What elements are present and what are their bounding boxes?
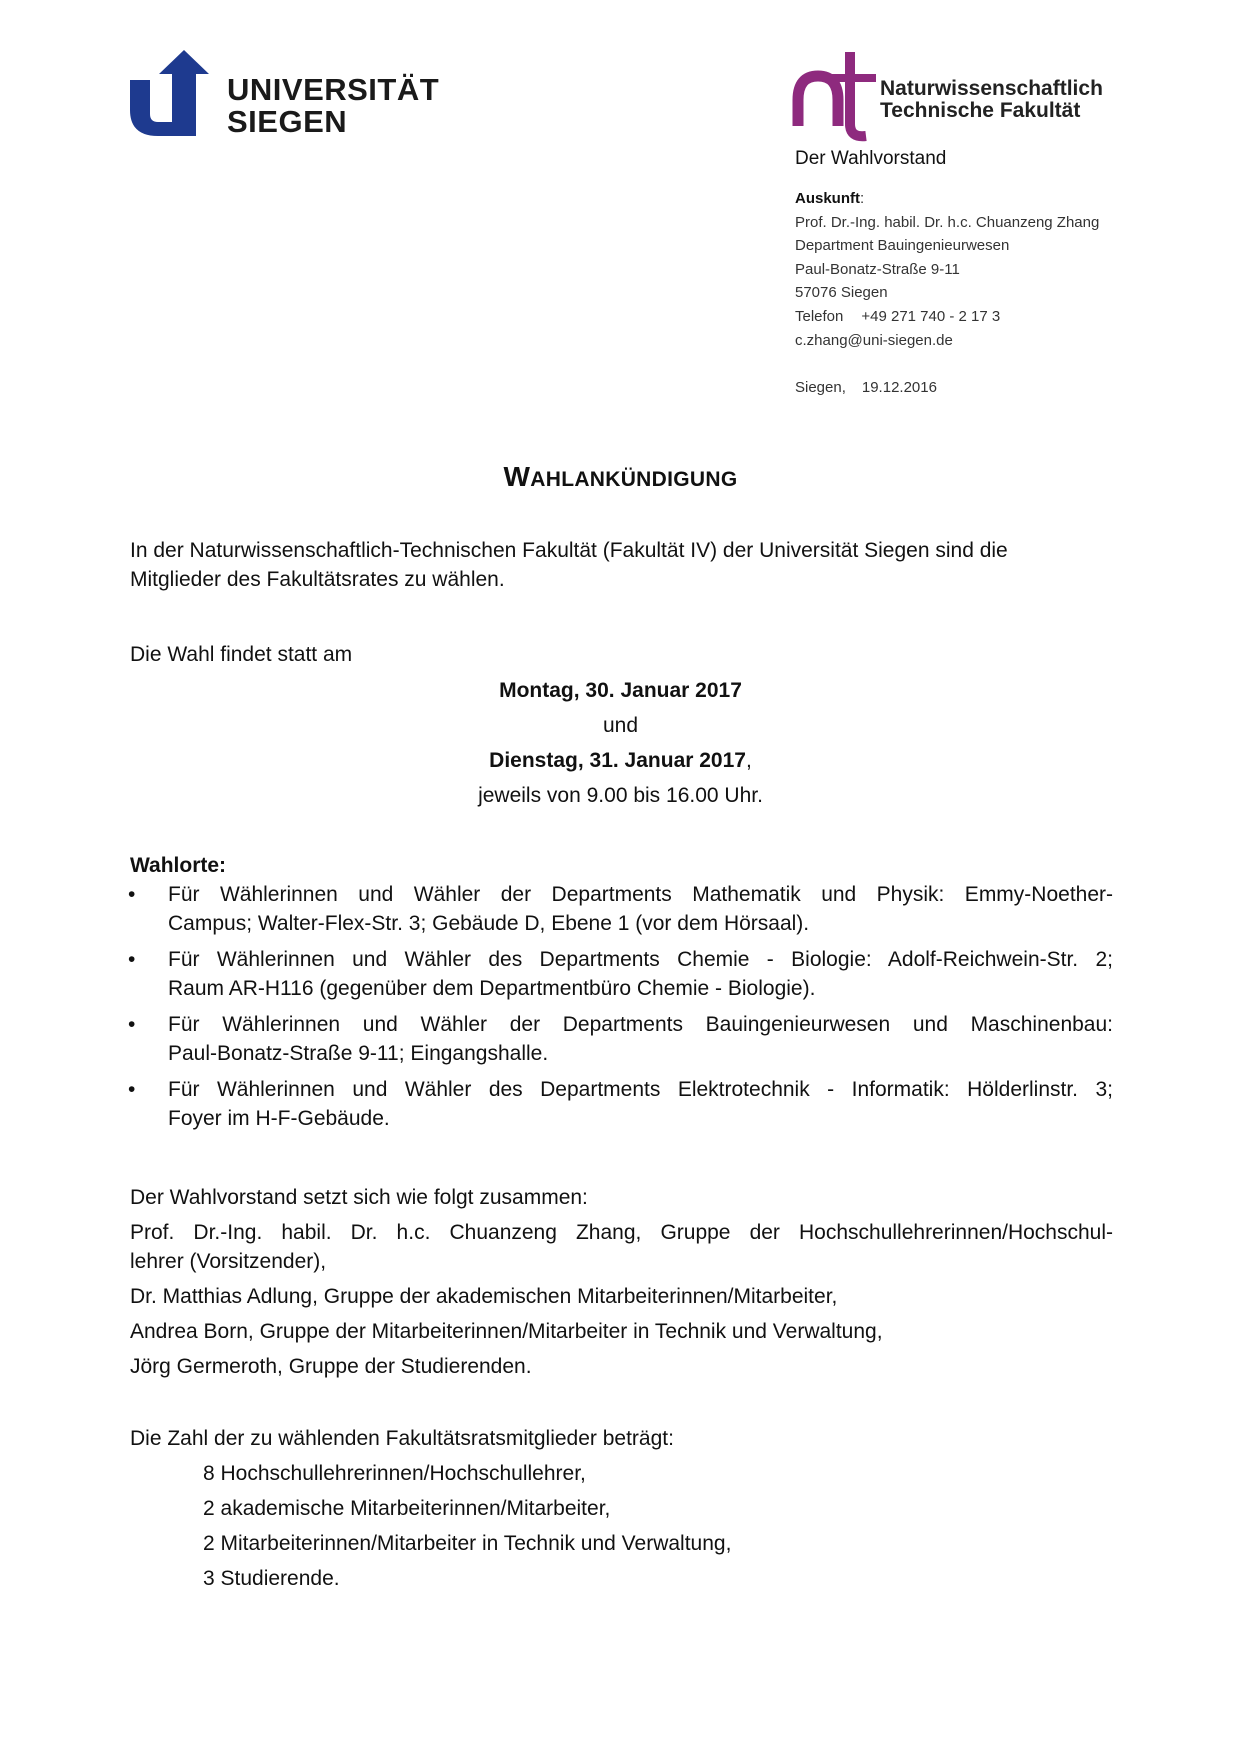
contact-street: Paul-Bonatz-Straße 9-11 — [795, 260, 960, 278]
intro-line2: Mitglieder des Fakultätsrates zu wählen. — [130, 568, 505, 591]
letter-date — [795, 379, 937, 396]
seats-item: 3 Studierende. — [203, 1567, 340, 1590]
bullet-icon: • — [128, 1078, 136, 1101]
wahlvorstand-member-1-cont: lehrer (Vorsitzender), — [130, 1250, 327, 1273]
intro-line1: In der Naturwissenschaftlich-Technischen Fakultät (Fakultät IV) der Universität Siegen sind die — [130, 539, 1008, 562]
bullet-icon: • — [128, 948, 136, 971]
contact-email: c.zhang@uni-siegen.de — [795, 331, 953, 349]
seats-intro: Die Zahl der zu wählenden Fakultätsratsmitglieder beträgt: — [130, 1427, 674, 1450]
university-name-line2: SIEGEN — [227, 104, 348, 139]
wahlort-item: Für Wählerinnen und Wähler der Departments Bauingenieurwesen und Maschinenbau: Paul-Bonatz-Straße 9-11; Eingangshalle. — [168, 1013, 1113, 1065]
election-date-2: Dienstag, 31. Januar 2017, — [489, 749, 752, 772]
wahlorte-heading: Wahlorte: — [130, 854, 227, 877]
bullet-icon: • — [128, 883, 136, 906]
wahlvorstand-member-1: Prof. Dr.-Ing. habil. Dr. h.c. Chuanzeng Zhang, Gruppe der Hochschullehrerinnen/Hochschul- — [130, 1221, 1113, 1244]
election-intro: Die Wahl findet statt am — [130, 643, 353, 666]
faculty-logo — [792, 48, 1122, 148]
auskunft-label: Auskunft: — [795, 190, 865, 207]
seats-item: 2 Mitarbeiterinnen/Mitarbeiter in Technik und Verwaltung, — [203, 1532, 732, 1555]
university-logo — [130, 50, 440, 140]
contact-name: Prof. Dr.-Ing. habil. Dr. h.c. Chuanzeng Zhang — [795, 213, 1100, 231]
wahlort-item: Für Wählerinnen und Wähler des Departments Chemie - Biologie: Adolf-Reichwein-Str. 2; Raum AR-H116 (gegenüber dem Departmentbüro Chemie - Biologie). — [168, 948, 1113, 1000]
nt-faculty-logo-icon — [792, 48, 882, 148]
seats-item: 8 Hochschullehrerinnen/Hochschullehrer, — [203, 1462, 586, 1485]
letter-date-value: 19.12.2016 — [861, 379, 937, 396]
wahlvorstand-member-4: Jörg Germeroth, Gruppe der Studierenden. — [130, 1355, 532, 1378]
contact-department: Department Bauingenieurwesen — [795, 237, 1010, 255]
letter-place: Siegen, — [795, 379, 846, 396]
sender-name: Der Wahlvorstand — [795, 148, 947, 169]
wahlvorstand-intro: Der Wahlvorstand setzt sich wie folgt zusammen: — [130, 1186, 588, 1209]
contact-block — [795, 187, 1099, 352]
seats-item: 2 akademische Mitarbeiterinnen/Mitarbeiter, — [203, 1497, 611, 1520]
contact-phone: Telefon +49 271 740 - 2 17 3 — [795, 307, 1001, 325]
contact-city: 57076 Siegen — [795, 284, 888, 302]
wahlort-item: Für Wählerinnen und Wähler der Departments Mathematik und Physik: Emmy-Noether- Campus; Walter-Flex-Str. 3; Gebäude D, Ebene 1 (vor dem Hörsaal). — [168, 883, 1113, 935]
university-name-line1: UNIVERSITÄT — [227, 72, 440, 107]
election-date-1: Montag, 30. Januar 2017 — [499, 679, 742, 702]
faculty-name-line2: Technische Fakultät — [880, 99, 1081, 122]
election-times: jeweils von 9.00 bis 16.00 Uhr. — [478, 784, 763, 807]
wahlvorstand-member-3: Andrea Born, Gruppe der Mitarbeiterinnen/Mitarbeiter in Technik und Verwaltung, — [130, 1320, 883, 1343]
page-title: WAHLANKÜNDIGUNG — [503, 461, 738, 492]
wahlort-item: Für Wählerinnen und Wähler des Departments Elektrotechnik - Informatik: Hölderlinstr. 3; Foyer im H-F-Gebäude. — [168, 1078, 1113, 1130]
bullet-icon: • — [128, 1013, 136, 1036]
election-and: und — [602, 714, 639, 737]
faculty-name-line1: Naturwissenschaftlich — [880, 77, 1103, 100]
wahlvorstand-member-2: Dr. Matthias Adlung, Gruppe der akademischen Mitarbeiterinnen/Mitarbeiter, — [130, 1285, 838, 1308]
universitaet-siegen-logo-icon — [130, 50, 230, 140]
